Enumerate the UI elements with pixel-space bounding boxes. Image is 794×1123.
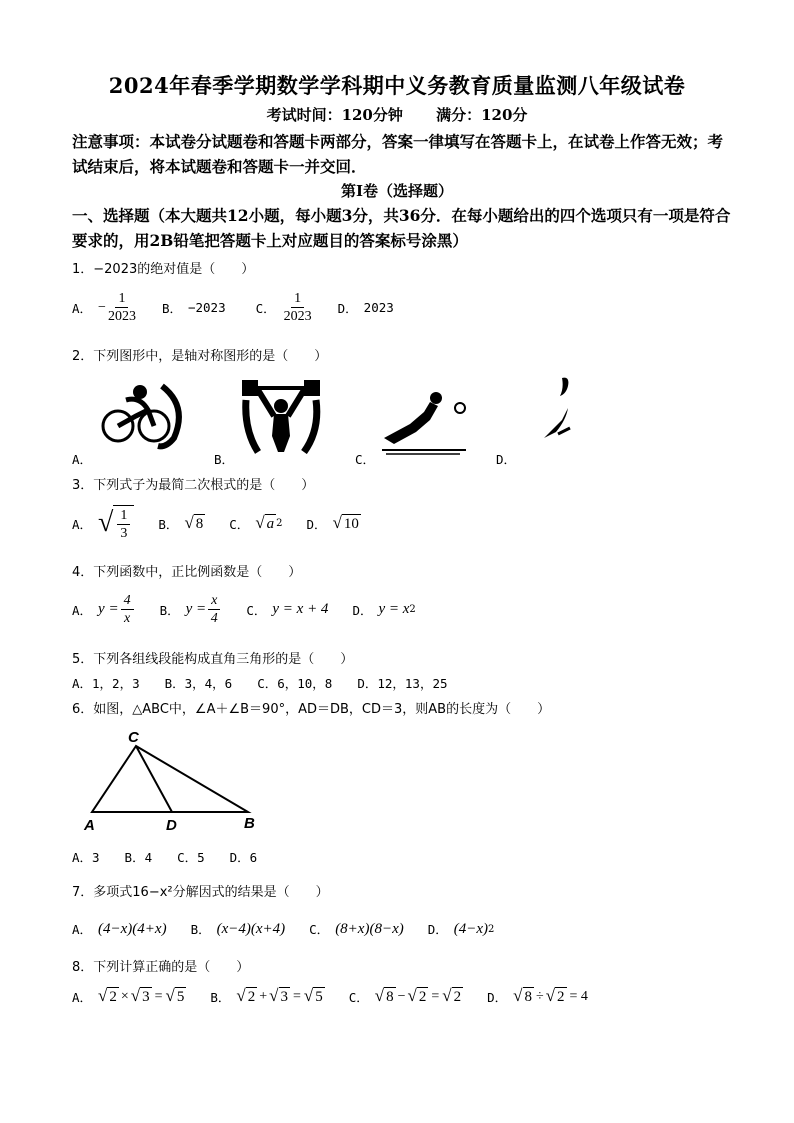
vertex-b: B (244, 815, 255, 832)
q2-label-a: A． (72, 452, 93, 467)
q6-options: A．3 B．4 C．5 D．6 (72, 850, 258, 865)
fraction: $\frac{x}{4}$ (208, 592, 220, 627)
vertex-a: A (84, 817, 95, 834)
q1-option-a: A． − $\frac{1}{2023}$ (72, 291, 136, 324)
runner-figure (536, 374, 586, 444)
q4-options (72, 592, 440, 627)
q1-option-b: B． −2023 (161, 300, 226, 316)
sqrt: √ 10 (332, 513, 359, 533)
q4-stem: 4．下列函数中，正比例函数是（ ） (72, 565, 302, 580)
part-title: 第Ⅰ卷（选择题） (340, 182, 454, 200)
sqrt: √ $\frac{1}{3}$ (98, 505, 134, 542)
fraction: $\frac{1}{2023}$ (107, 291, 136, 324)
q4-option-d: D． y = x 2 (352, 601, 416, 618)
q8-option-d: D． √ 8 ÷ √ 2 = 4 (487, 986, 588, 1005)
q3-options (72, 505, 385, 542)
cyclist-figure (96, 378, 188, 450)
q8-stem: 8．下列计算正确的是（ ） (72, 960, 250, 975)
notice: 注意事项：本试卷分试题卷和答题卡两部分，答案一律填写在答题卡上，在试卷上作答无效；考试结束后，将本试题卷和答题卡一并交回． (72, 132, 724, 176)
q8-option-c: C． √ 8 − √ 2 = √ 2 (348, 986, 462, 1005)
q7-option-a: A． (4−x)(4+x) (72, 920, 167, 937)
triangle-lines (92, 746, 248, 812)
weightlifter-figure (240, 380, 322, 454)
fraction: $\frac{4}{x}$ (121, 592, 134, 627)
q5-stem: 5．下列各组线段能构成直角三角形的是（ ） (72, 652, 354, 667)
vertex-c: C (128, 729, 139, 746)
q8-options (72, 987, 612, 1006)
q4-option-c: C． y = x + 4 (246, 601, 329, 618)
fraction: $\frac{1}{2023}$ (283, 291, 312, 324)
q3-option-c: C． √ a 2 (229, 513, 283, 533)
exam-title: 2024年春季学期数学学科期中义务教育质量监测八年级试卷 (108, 73, 686, 98)
q3-option-a: A． √ $\frac{1}{3}$ (72, 505, 134, 542)
q5-options: A．1，2，3 B．3，4，6 C．6，10，8 D．12，13，25 (72, 676, 448, 691)
q7-option-d: D． (4−x) 2 (427, 920, 495, 937)
sqrt: √ 8 (184, 513, 204, 533)
q2-label-d: D． (496, 452, 517, 467)
q3-option-b: B． √ 8 (158, 513, 204, 533)
q7-option-c: C． (8+x)(8−x) (309, 920, 404, 937)
q1-option-c: C． $\frac{1}{2023}$ (255, 291, 312, 324)
q7-stem: 7．多项式16−x²分解因式的结果是（ ） (72, 885, 329, 900)
section-intro: 一、选择题（本大题共12小题，每小题3分，共36分．在每小题给出的四个选项只有一项是符合要求的，用2B铅笔把答题卡上对应题目的答案标号涂黑） (72, 206, 731, 250)
q8-option-a: A． √ 2 × √ 3 = √ 5 (72, 986, 185, 1005)
q1-option-d: D． 2023 (337, 300, 394, 316)
q4-option-b: B． y = $\frac{x}{4}$ (160, 592, 223, 627)
q1-stem: 1．−2023的绝对值是（ ） (72, 262, 255, 277)
exam-subtitle (0, 104, 794, 125)
exam-score: 满分：120分 (436, 106, 528, 124)
sqrt: √ a (255, 513, 275, 533)
triangle-abc-figure (80, 728, 270, 834)
q1-options (72, 290, 424, 325)
q7-option-b: B． (x−4)(x+4) (190, 920, 286, 937)
q3-stem: 3．下列式子为最简二次根式的是（ ） (72, 478, 315, 493)
q2-stem: 2．下列图形中，是轴对称图形的是（ ） (72, 349, 328, 364)
q6-stem: 6．如图，△ABC中，∠A＋∠B＝90°，AD＝DB，CD＝3，则AB的长度为（ ） (72, 702, 551, 717)
q3-option-d: D． √ 10 (306, 513, 359, 533)
q7-options (72, 920, 518, 938)
vertex-d: D (166, 817, 177, 834)
q4-option-a: A． y = $\frac{4}{x}$ (72, 592, 136, 627)
volleyball-player-figure (380, 384, 470, 456)
q2-label-c: C． (355, 452, 376, 467)
q2-label-b: B． (214, 452, 235, 467)
exam-time: 考试时间：120分钟 (266, 106, 403, 124)
q8-option-b: B． √ 2 + √ 3 = √ 5 (210, 986, 323, 1005)
